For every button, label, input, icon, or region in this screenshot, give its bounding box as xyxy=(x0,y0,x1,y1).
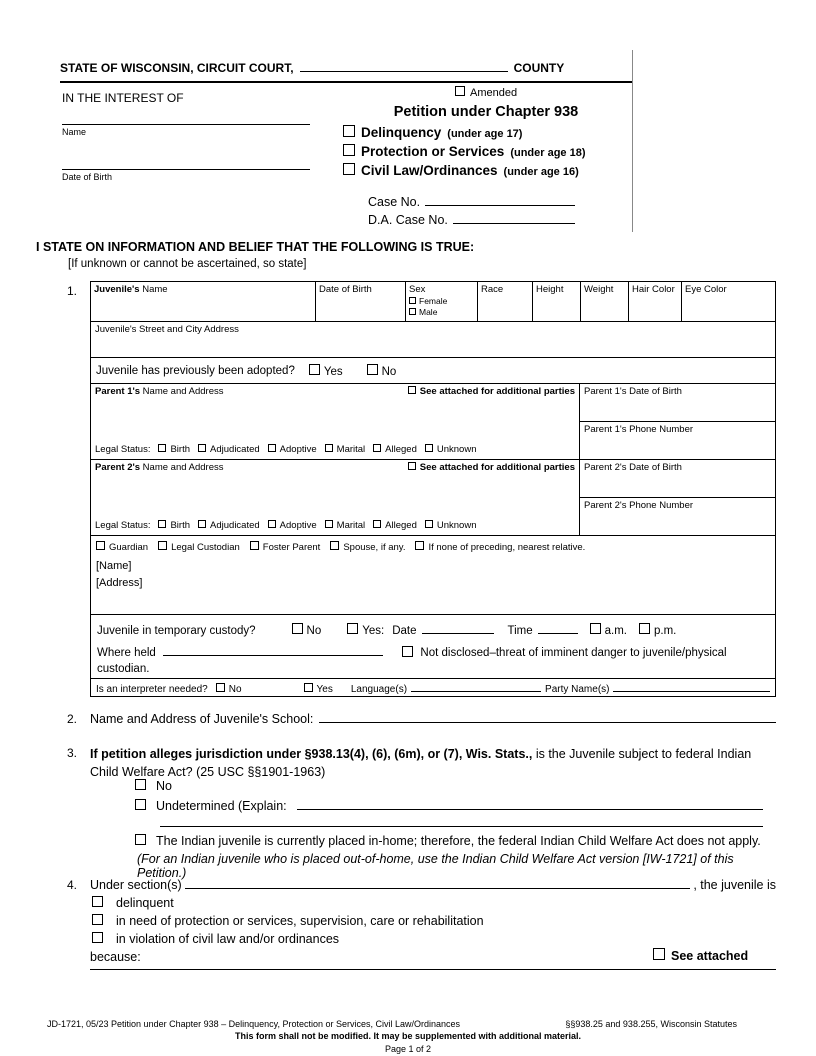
custody-yes-checkbox[interactable] xyxy=(347,623,358,634)
juvenile-name-label-rest: Name xyxy=(139,284,168,295)
icwa-undetermined-checkbox[interactable] xyxy=(135,799,146,810)
custody-am-option: a.m. xyxy=(590,623,627,637)
parent2-see-attached-label: See attached for additional parties xyxy=(419,462,575,473)
sex-male-checkbox[interactable] xyxy=(409,308,416,315)
protection-checkbox[interactable] xyxy=(343,144,355,156)
interest-label: IN THE INTEREST OF xyxy=(62,91,184,105)
juvenile-dob-cell[interactable] xyxy=(316,282,406,321)
relation-options-row xyxy=(96,541,770,553)
item1-number: 1. xyxy=(67,284,78,298)
col-height-label: Height xyxy=(536,284,564,295)
county-blank[interactable] xyxy=(300,60,508,72)
parent2-status-birth-checkbox[interactable] xyxy=(158,520,166,528)
icwa-inhome-label: The Indian juvenile is currently placed in-home; therefore, the federal Indian Child Welfare Act does not apply. xyxy=(156,834,761,848)
interpreter-no-option: No xyxy=(216,683,242,695)
school-row xyxy=(90,711,776,726)
da-case-no-blank[interactable] xyxy=(453,212,575,224)
spouse-option: Spouse, if any. xyxy=(330,541,405,553)
parent2-dob-cell[interactable] xyxy=(580,460,775,498)
parent2-phone-label: Parent 2's Phone Number xyxy=(584,500,694,511)
amended-row xyxy=(455,86,517,99)
parent1-status-birth: Birth xyxy=(158,444,190,455)
delinquency-detail: (under age 17) xyxy=(447,128,523,140)
dob-field-label: Date of Birth xyxy=(62,172,113,182)
header-divider xyxy=(632,50,633,232)
amended-label: Amended xyxy=(470,87,518,99)
parent2-see-attached-checkbox[interactable] xyxy=(408,462,416,470)
icwa-inhome-checkbox[interactable] xyxy=(135,834,146,845)
parent1-status-marital-checkbox[interactable] xyxy=(325,444,333,452)
explain-blank-line2[interactable] xyxy=(160,815,763,827)
nearest-relative-option: If none of preceding, nearest relative. xyxy=(415,541,585,553)
item3-lead-rest: is the Juvenile subject to federal Indian Child Welfare Act? (25 USC §§1901-1963) xyxy=(90,747,752,779)
custody-pm-option: p.m. xyxy=(639,623,676,637)
case-no-blank[interactable] xyxy=(425,194,575,206)
icwa-no-option: No xyxy=(135,779,763,793)
parent1-see-attached-label: See attached for additional parties xyxy=(419,386,575,397)
adopted-yes-checkbox[interactable] xyxy=(309,364,320,375)
case-no-row xyxy=(368,194,575,209)
civil-law-detail: (under age 16) xyxy=(503,166,579,178)
icwa-inhome-option xyxy=(135,834,763,848)
juvenile-name-label-bold: Juvenile's xyxy=(94,284,140,295)
custody-block xyxy=(91,615,775,679)
custody-time-blank[interactable] xyxy=(538,622,578,634)
juvenile-header-row xyxy=(91,282,775,322)
col-eye-label: Eye Color xyxy=(685,284,727,295)
col-race-label: Race xyxy=(481,284,504,295)
sex-cell xyxy=(406,282,478,321)
custody-time-label: Time xyxy=(507,625,533,637)
footer-statutes: §§938.25 and 938.255, Wisconsin Statutes xyxy=(565,1019,737,1029)
parent2-status-adjudicated: Adjudicated xyxy=(198,520,260,531)
legal-status-label: Legal Status: xyxy=(95,444,151,455)
statement-note: [If unknown or cannot be ascertained, so state] xyxy=(68,258,307,270)
parent1-status-adjudicated: Adjudicated xyxy=(198,444,260,455)
relative-name-placeholder[interactable]: [Name] xyxy=(96,560,132,572)
item3-lead xyxy=(90,745,766,781)
item3-options xyxy=(135,779,763,880)
parent1-status-adjudicated-checkbox[interactable] xyxy=(198,444,206,452)
item4-lead-row xyxy=(90,877,776,892)
adopted-no-label: No xyxy=(381,365,397,378)
footer-page-number: Page 1 of 2 xyxy=(384,1044,432,1054)
sex-female-label: Female xyxy=(419,296,448,306)
parent1-status-adoptive-checkbox[interactable] xyxy=(268,444,276,452)
parent2-status-marital: Marital xyxy=(325,520,366,531)
weight-cell[interactable] xyxy=(581,282,629,321)
col-hair-label: Hair Color xyxy=(632,284,675,295)
parent1-right-column xyxy=(579,384,775,459)
parent2-status-unknown-checkbox[interactable] xyxy=(425,520,433,528)
foster-parent-option: Foster Parent xyxy=(250,541,321,553)
parent1-see-attached-checkbox[interactable] xyxy=(408,386,416,394)
protection-needs-option: in need of protection or services, supervision, care or rehabilitation xyxy=(92,914,484,928)
parent2-status-alleged-checkbox[interactable] xyxy=(373,520,381,528)
race-cell[interactable] xyxy=(478,282,533,321)
custody-am-checkbox[interactable] xyxy=(590,623,601,634)
parent2-status-birth: Birth xyxy=(158,520,190,531)
custody-pm-checkbox[interactable] xyxy=(639,623,650,634)
party-names-blank[interactable] xyxy=(613,680,770,692)
civil-law-option xyxy=(343,163,579,178)
adopted-question: Juvenile has previously been adopted? xyxy=(96,364,295,377)
civil-violation-checkbox[interactable] xyxy=(92,932,103,943)
da-case-no-label: D.A. Case No. xyxy=(368,213,448,227)
juvenile-name-field[interactable] xyxy=(62,112,310,125)
parent1-status-adoptive: Adoptive xyxy=(268,444,317,455)
custody-date-label: Date xyxy=(392,625,417,637)
adopted-no-option xyxy=(367,364,397,378)
custody-question: Juvenile in temporary custody? xyxy=(97,625,256,637)
where-held-row xyxy=(97,644,769,677)
delinquent-option: delinquent xyxy=(92,896,484,910)
parent1-status-alleged-checkbox[interactable] xyxy=(373,444,381,452)
parent2-status-alleged: Alleged xyxy=(373,520,417,531)
icwa-italic-note: (For an Indian juvenile who is placed out-of-home, use the Indian Child Welfare Act version [IW-1721] of this Petition.) xyxy=(137,852,734,880)
parent2-status-adoptive: Adoptive xyxy=(268,520,317,531)
sex-male-label: Male xyxy=(419,307,438,317)
school-label: Name and Address of Juvenile's School: xyxy=(90,712,314,726)
adopted-yes-label: Yes xyxy=(323,365,343,378)
sex-female-checkbox[interactable] xyxy=(409,297,416,304)
foster-parent-checkbox[interactable] xyxy=(250,541,259,550)
parent2-phone-cell[interactable] xyxy=(580,498,775,535)
petition-title: Petition under Chapter 938 xyxy=(393,104,579,120)
guardian-option: Guardian xyxy=(96,541,148,553)
da-case-no-row xyxy=(368,212,575,227)
interpreter-no-checkbox[interactable] xyxy=(216,683,225,692)
nearest-relative-checkbox[interactable] xyxy=(415,541,424,550)
statement-heading: I STATE ON INFORMATION AND BELIEF THAT THE FOLLOWING IS TRUE: xyxy=(36,240,475,254)
adopted-yes-option xyxy=(309,364,343,378)
languages-blank[interactable] xyxy=(411,680,541,692)
parent2-status-adoptive-checkbox[interactable] xyxy=(268,520,276,528)
under-sections-blank[interactable] xyxy=(185,877,691,889)
icwa-undetermined-option xyxy=(135,798,763,813)
parent1-status-unknown-checkbox[interactable] xyxy=(425,444,433,452)
parent2-see-attached xyxy=(408,462,575,473)
item4-options xyxy=(92,896,484,946)
street-address-row[interactable] xyxy=(91,322,775,358)
custody-no-checkbox[interactable] xyxy=(292,623,303,634)
item4-number: 4. xyxy=(67,878,78,892)
case-no-label: Case No. xyxy=(368,195,421,209)
delinquent-checkbox[interactable] xyxy=(92,896,103,907)
name-field-label: Name xyxy=(62,127,87,137)
civil-law-label: Civil Law/Ordinances xyxy=(361,163,498,178)
street-address-label: Juvenile's Street and City Address xyxy=(95,324,239,335)
eye-color-cell[interactable] xyxy=(682,282,775,321)
parent1-status-alleged: Alleged xyxy=(373,444,417,455)
parent1-dob-cell[interactable] xyxy=(580,384,775,422)
col-dob-label: Date of Birth xyxy=(319,284,372,295)
parent2-status-marital-checkbox[interactable] xyxy=(325,520,333,528)
icwa-undetermined-label: Undetermined (Explain: xyxy=(156,799,287,813)
interpreter-question: Is an interpreter needed? xyxy=(96,684,208,695)
adopted-row xyxy=(91,358,775,384)
hair-color-cell[interactable] xyxy=(629,282,682,321)
legal-custodian-option: Legal Custodian xyxy=(158,541,240,553)
parent2-name-address-cell[interactable] xyxy=(91,460,579,535)
parent2-legal-status-row xyxy=(95,520,476,531)
guardian-block xyxy=(91,536,775,615)
where-held-blank[interactable] xyxy=(163,644,383,656)
not-disclosed-checkbox[interactable] xyxy=(402,646,413,657)
footer-notice: This form shall not be modified. It may be supplemented with additional material. xyxy=(234,1031,582,1041)
parent1-block xyxy=(91,384,775,460)
explain-blank[interactable] xyxy=(297,798,763,810)
civil-violation-option: in violation of civil law and/or ordinances xyxy=(92,932,484,946)
delinquency-label: Delinquency xyxy=(361,125,442,140)
custody-no-option: No xyxy=(292,623,322,637)
parent2-name-address-label: Parent 2's Name and Address xyxy=(95,462,224,473)
footer-form-id: JD-1721, 05/23 Petition under Chapter 938 – Delinquency, Protection or Services, Civil Law/Ordinances xyxy=(47,1019,461,1029)
adopted-no-checkbox[interactable] xyxy=(367,364,378,375)
parent2-status-unknown: Unknown xyxy=(425,520,477,531)
parent1-dob-label: Parent 1's Date of Birth xyxy=(584,386,682,397)
juvenile-is-label: , the juvenile is xyxy=(693,878,776,892)
sex-label: Sex xyxy=(409,284,426,295)
protection-option xyxy=(343,144,586,159)
relative-address-placeholder[interactable]: [Address] xyxy=(96,577,143,589)
civil-law-checkbox[interactable] xyxy=(343,163,355,175)
protection-label: Protection or Services xyxy=(361,144,505,159)
parent1-status-marital: Marital xyxy=(325,444,366,455)
parent1-see-attached xyxy=(408,386,575,397)
item3-lead-bold: If petition alleges jurisdiction under §938.13(4), (6), (6m), or (7), Wis. Stats., xyxy=(90,747,533,761)
amended-checkbox[interactable] xyxy=(455,86,465,96)
custody-question-row xyxy=(97,622,769,637)
interpreter-yes-option: Yes xyxy=(304,683,333,695)
height-cell[interactable] xyxy=(533,282,581,321)
parent1-status-birth-checkbox[interactable] xyxy=(158,444,166,452)
sex-male-option xyxy=(409,307,474,317)
protection-detail: (under age 18) xyxy=(510,147,586,159)
parent1-status-unknown: Unknown xyxy=(425,444,477,455)
under-sections-label: Under section(s) xyxy=(90,878,182,892)
custody-date-blank[interactable] xyxy=(422,622,494,634)
footer-row xyxy=(47,1019,737,1029)
juvenile-info-table xyxy=(90,281,776,697)
parent1-name-address-cell[interactable] xyxy=(91,384,579,459)
school-blank[interactable] xyxy=(319,711,776,723)
interpreter-yes-checkbox[interactable] xyxy=(304,683,313,692)
legal-status-label: Legal Status: xyxy=(95,520,151,531)
sex-female-option xyxy=(409,296,474,306)
parent1-legal-status-row xyxy=(95,444,476,455)
spouse-checkbox[interactable] xyxy=(330,541,339,550)
col-weight-label: Weight xyxy=(584,284,614,295)
languages-label: Language(s) xyxy=(350,684,408,695)
parent2-right-column xyxy=(579,460,775,535)
guardian-checkbox[interactable] xyxy=(96,541,105,550)
parent2-status-adjudicated-checkbox[interactable] xyxy=(198,520,206,528)
item2-number: 2. xyxy=(67,712,78,726)
where-held-label: Where held xyxy=(97,647,156,659)
court-label: STATE OF WISCONSIN, CIRCUIT COURT, xyxy=(60,61,294,75)
parent1-name-address-label: Parent 1's Name and Address xyxy=(95,386,224,397)
icwa-no-checkbox[interactable] xyxy=(135,779,146,790)
parent1-phone-label: Parent 1's Phone Number xyxy=(584,424,694,435)
legal-custodian-checkbox[interactable] xyxy=(158,541,167,550)
court-title-row xyxy=(60,60,632,75)
item3-number: 3. xyxy=(67,746,78,760)
delinquency-option xyxy=(343,125,522,140)
protection-needs-checkbox[interactable] xyxy=(92,914,103,925)
parent1-phone-cell[interactable] xyxy=(580,422,775,459)
party-names-label: Party Name(s) xyxy=(545,684,610,695)
county-label: COUNTY xyxy=(513,61,565,75)
parent2-block xyxy=(91,460,775,536)
juvenile-dob-field[interactable] xyxy=(62,157,310,170)
see-attached-label: See attached xyxy=(671,949,749,963)
parent2-dob-label: Parent 2's Date of Birth xyxy=(584,462,682,473)
juvenile-name-cell[interactable] xyxy=(91,282,316,321)
delinquency-checkbox[interactable] xyxy=(343,125,355,137)
custody-yes-option: Yes: xyxy=(347,623,384,637)
header-rule xyxy=(60,81,632,83)
because-label: because: xyxy=(90,950,141,964)
interpreter-row xyxy=(91,679,775,696)
because-blank-line[interactable] xyxy=(90,957,776,970)
not-disclosed-label: Not disclosed–threat of imminent danger to juvenile/physical custodian. xyxy=(97,647,727,675)
